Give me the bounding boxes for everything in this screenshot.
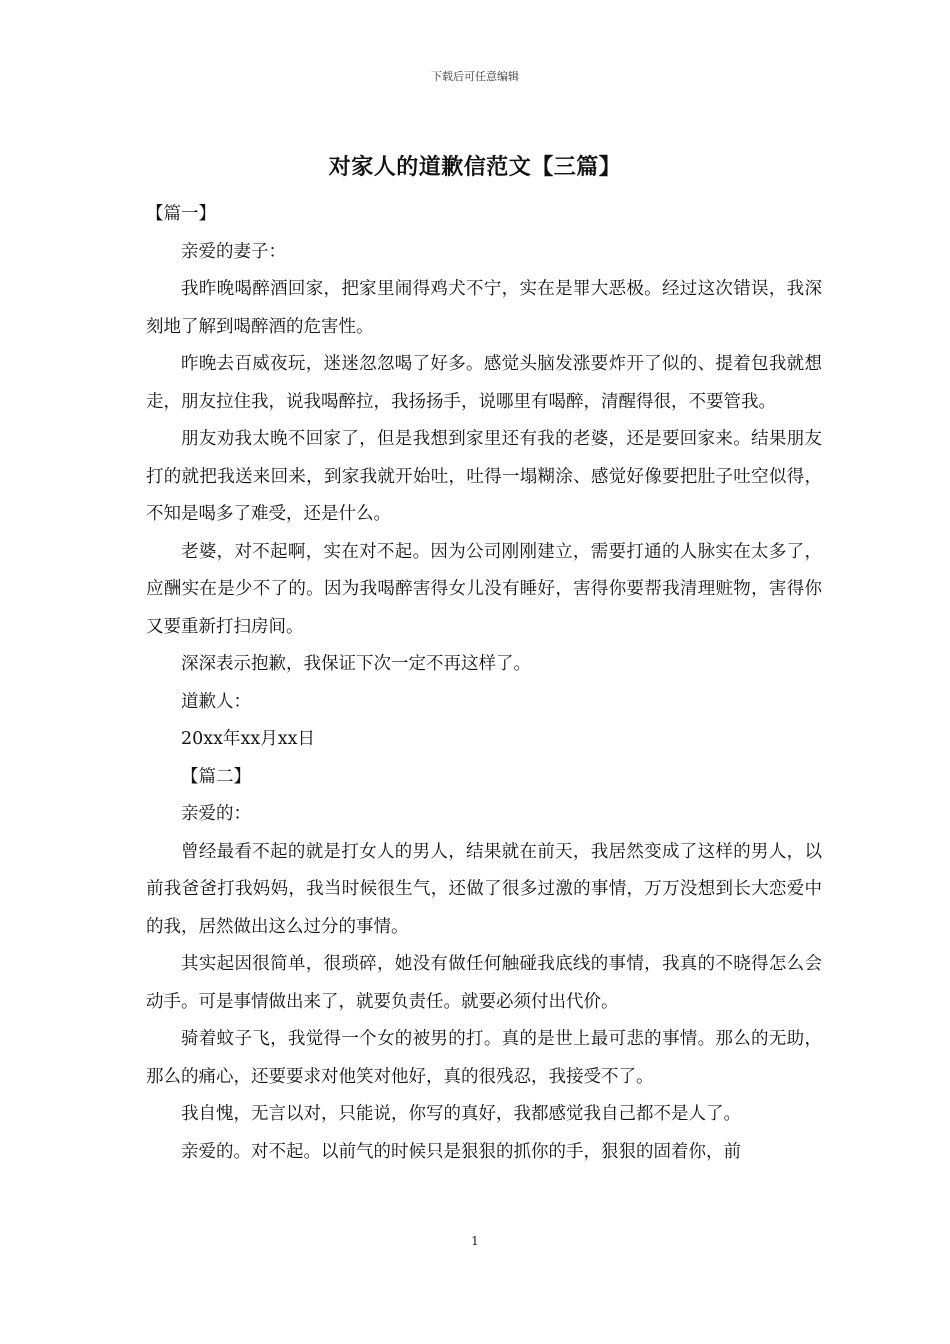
signature-label: 道歉人： xyxy=(181,691,251,712)
paragraph: 朋友劝我太晚不回家了，但是我想到家里还有我的老婆，还是要回家来。结果朋友打的就把我送来回来，到家我就开始吐，吐得一塌糊涂、感觉好像要把肚子吐空似得，不知是喝多了难受，还是什么。 xyxy=(146,429,822,524)
salutation-1: 亲爱的妻子： xyxy=(181,241,286,262)
header-note: 下载后可任意编辑 xyxy=(431,70,519,83)
paragraph: 亲爱的。对不起。以前气的时候只是狠狠的抓你的手，狠狠的固着你，前 xyxy=(181,1141,741,1162)
paragraph: 深深表示抱歉，我保证下次一定不再这样了。 xyxy=(181,654,531,674)
paragraph: 昨晚去百威夜玩，迷迷忽忽喝了好多。感觉头脑发涨要炸开了似的、提着包我就想走，朋友拉住我，说我喝醉拉，我扬扬手，说哪里有喝醉，清醒得很，不要管我。 xyxy=(146,354,822,412)
section-heading-2: 【篇二】 xyxy=(181,766,251,787)
salutation-2: 亲爱的： xyxy=(181,804,251,824)
paragraph: 我自愧，无言以对，只能说，你写的真好，我都感觉我自己都不是人了。 xyxy=(181,1104,741,1124)
paragraph: 其实起因很简单，很琐碎，她没有做任何触碰我底线的事情，我真的不晓得怎么会动手。可是事情做出来了，就要负责任。就要必须付出代价。 xyxy=(146,954,822,1012)
paragraph: 老婆，对不起啊，实在对不起。因为公司刚刚建立，需要打通的人脉实在太多了，应酬实在是少不了的。因为我喝醉害得女儿没有睡好，害得你要帮我清理赃物，害得你又要重新打扫房间。 xyxy=(146,541,822,637)
paragraph: 曾经最看不起的就是打女人的男人，结果就在前天，我居然变成了这样的男人，以前我爸爸打我妈妈，我当时候很生气，还做了很多过激的事情，万万没想到长大恋爱中的我，居然做出这么过分的事情。 xyxy=(146,841,822,937)
document-body xyxy=(146,196,822,1171)
paragraph: 我昨晚喝醉酒回家，把家里闹得鸡犬不宁，实在是罪大恶极。经过这次错误，我深刻地了解到喝醉酒的危害性。 xyxy=(146,279,822,337)
paragraph: 骑着蚊子飞，我觉得一个女的被男的打。真的是世上最可悲的事情。那么的无助，那么的痛心，还要要求对他笑对他好，真的很残忍，我接受不了。 xyxy=(146,1029,822,1087)
document-title: 对家人的道歉信范文【三篇】 xyxy=(328,154,622,180)
page-number: 1 xyxy=(471,1234,479,1248)
signature-date: 20xx年xx月xx日 xyxy=(181,729,315,749)
section-heading-1: 【篇一】 xyxy=(146,204,216,224)
